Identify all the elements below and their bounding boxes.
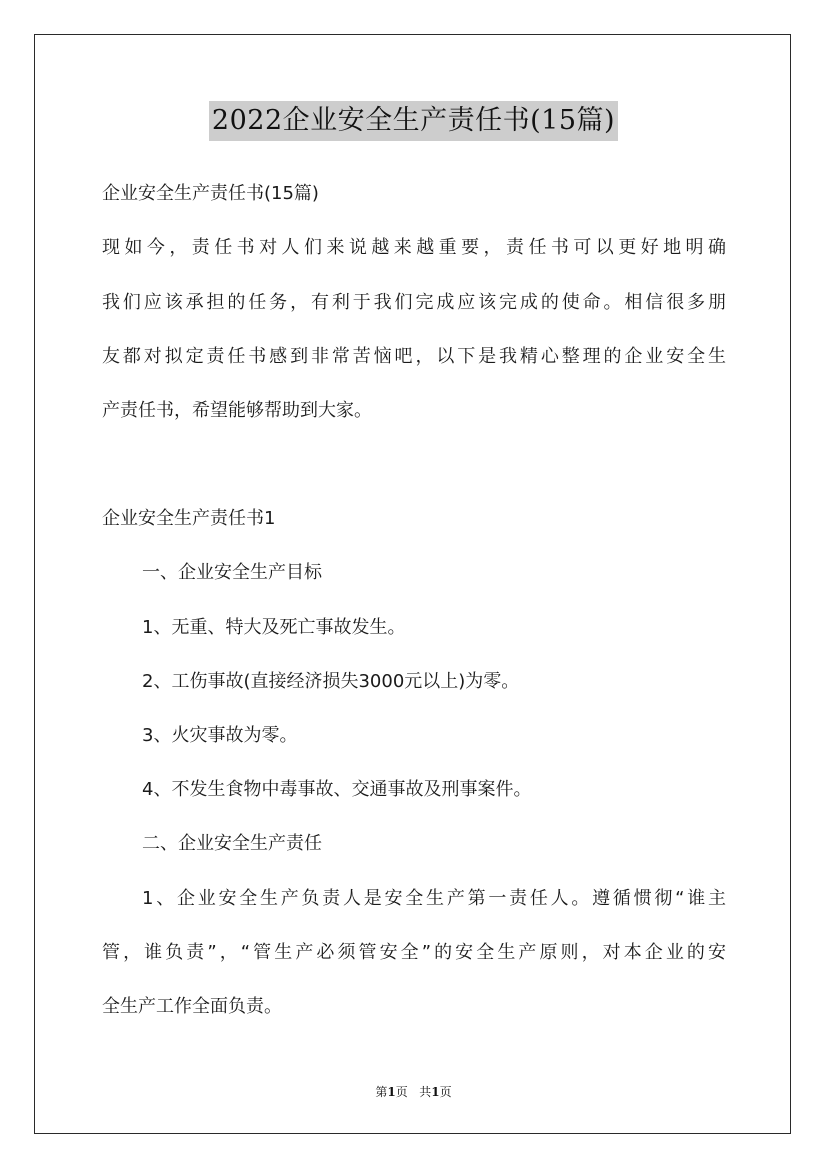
responsibility-line-2: 管，谁负责”，“管生产必须管安全”的安全生产原则，对本企业的安: [102, 942, 726, 963]
intro-line-3: 友都对拟定责任书感到非常苦恼吧，以下是我精心整理的企业安全生: [102, 346, 726, 367]
subtitle: 企业安全生产责任书(15篇): [102, 183, 319, 204]
page-footer: [0, 1084, 827, 1100]
goal-item-1: 1、无重、特大及死亡事故发生。: [142, 617, 406, 638]
footer-total-prefix: 共: [419, 1085, 432, 1099]
section-heading: 企业安全生产责任书1: [102, 508, 276, 529]
responsibility-line-1: 1、企业安全生产负责人是安全生产第一责任人。遵循惯彻“谁主: [142, 888, 726, 909]
goal-item-3: 3、火灾事故为零。: [142, 725, 298, 746]
footer-total-suffix: 页: [439, 1085, 452, 1099]
part2-heading: 二、企业安全生产责任: [142, 833, 322, 854]
intro-line-2: 我们应该承担的任务，有利于我们完成应该完成的使命。相信很多朋: [102, 292, 726, 313]
goal-item-2: 2、工伤事故(直接经济损失3000元以上)为零。: [142, 671, 520, 692]
intro-line-1: 现如今，责任书对人们来说越来越重要，责任书可以更好地明确: [102, 237, 726, 258]
footer-page-prefix: 第: [375, 1085, 388, 1099]
responsibility-line-3: 全生产工作全面负责。: [102, 996, 282, 1017]
goal-item-4: 4、不发生食物中毒事故、交通事故及刑事案件。: [142, 779, 532, 800]
document-title: 2022企业安全生产责任书(15篇): [209, 101, 618, 141]
title-container: [0, 101, 827, 141]
part1-heading: 一、企业安全生产目标: [142, 562, 322, 583]
intro-line-4: 产责任书，希望能够帮助到大家。: [102, 400, 372, 421]
footer-page-suffix: 页: [395, 1085, 408, 1099]
footer-total-number: 1: [431, 1085, 440, 1099]
footer-page-number: 1: [387, 1085, 396, 1099]
